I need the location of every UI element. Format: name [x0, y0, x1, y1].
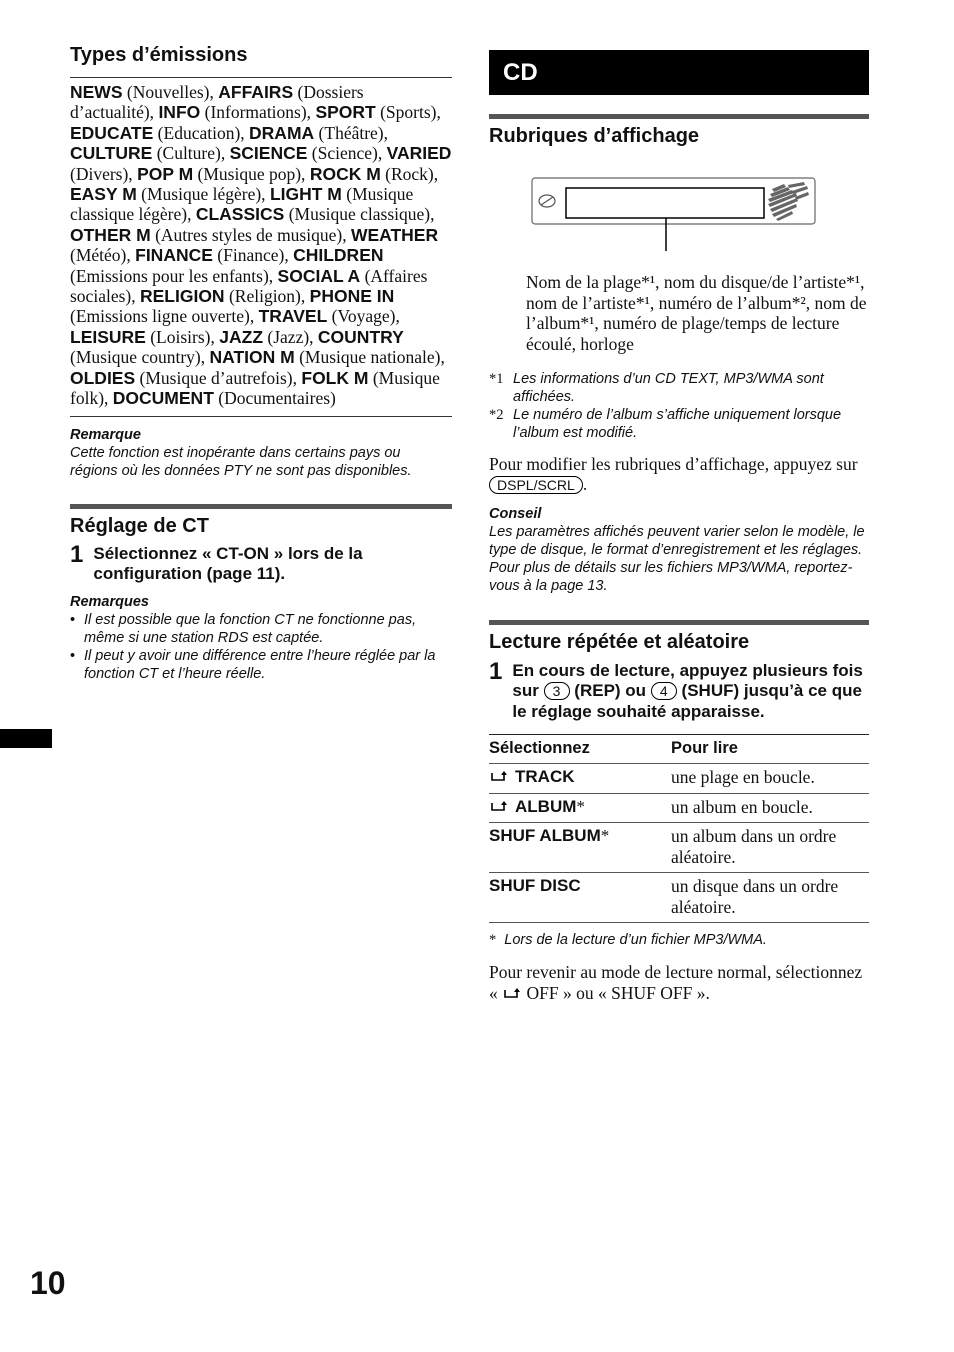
type-code: ROCK M	[309, 163, 381, 184]
section-divider	[70, 504, 452, 509]
type-desc: (Finance),	[212, 245, 294, 266]
mode-label: ALBUM	[515, 796, 577, 816]
asterisk: *	[576, 796, 585, 816]
col-header-play: Pour lire	[671, 735, 869, 764]
return-text: Pour revenir au mode de lecture normal, sélectionnez «	[489, 962, 863, 1003]
type-desc: (Théâtre),	[314, 122, 389, 143]
asterisk: *	[600, 826, 610, 846]
step-text-part: (SHUF) jusqu’à ce que le réglage souhaité apparaisse.	[512, 681, 862, 721]
type-desc: (Religion),	[224, 286, 310, 307]
section-divider	[489, 620, 869, 625]
table-footnote	[489, 931, 869, 949]
type-desc: (Jazz),	[263, 326, 318, 347]
type-code: LIGHT M	[269, 184, 342, 205]
table-row	[489, 793, 869, 823]
table-row	[489, 764, 869, 794]
repeat-icon	[489, 797, 515, 816]
footnote-text: Les informations d’un CD TEXT, MP3/WMA sont affichées.	[513, 371, 824, 405]
type-code: INFO	[158, 102, 201, 123]
type-code: COUNTRY	[317, 326, 404, 347]
type-desc: (Sports),	[375, 102, 441, 123]
type-code: POP M	[137, 163, 194, 184]
type-desc: (Documentaires)	[213, 388, 336, 409]
mode-label: SHUF ALBUM	[489, 826, 601, 846]
step-text-part: En cours de lecture, appuyez plusieurs fois sur	[512, 660, 863, 701]
footnote	[489, 370, 869, 406]
type-code: WEATHER	[350, 224, 439, 245]
modify-text: Pour modifier les rubriques d’affichage, appuyez sur	[489, 454, 858, 474]
type-desc: (Loisirs),	[145, 326, 220, 347]
ct-heading: Réglage de CT	[70, 514, 209, 537]
col-header-select: Sélectionnez	[489, 735, 671, 764]
return-text-end: OFF » ou « SHUF OFF ».	[526, 982, 710, 1003]
table-cell-desc: une plage en boucle.	[671, 764, 869, 794]
type-desc: (Affaires sociales),	[70, 265, 428, 307]
footnote-mark: *1	[489, 371, 504, 387]
remark-text: Cette fonction est inopérante dans certains pays ou régions où les données PTY ne sont pas disponibles.	[70, 444, 412, 479]
type-desc: (Musique pop),	[193, 163, 310, 184]
type-desc: (Nouvelles),	[122, 82, 219, 102]
ct-remarks	[70, 593, 452, 683]
type-desc: (Education),	[153, 122, 250, 143]
type-desc: (Divers),	[70, 163, 138, 184]
type-code: FOLK M	[301, 367, 369, 388]
type-desc: (Emissions pour les enfants),	[70, 265, 278, 286]
table-row	[489, 873, 869, 923]
type-code: SOCIAL A	[277, 265, 361, 286]
type-desc: (Musique d’autrefois),	[135, 367, 302, 388]
type-code: SPORT	[315, 102, 376, 123]
type-desc: (Musique légère),	[136, 184, 270, 205]
types-heading: Types d’émissions	[70, 44, 248, 66]
table-cell-select	[489, 793, 671, 823]
key-4: 4	[651, 682, 677, 700]
type-code: CULTURE	[70, 143, 153, 164]
type-desc: (Autres styles de musique),	[150, 224, 351, 245]
display-footnotes	[489, 370, 869, 442]
display-illustration	[489, 177, 869, 269]
type-desc: (Rock),	[380, 163, 439, 184]
table-cell-select	[489, 764, 671, 794]
list-item: • Il est possible que la fonction CT ne fonctionne pas, même si une station RDS est captée.	[70, 611, 452, 647]
table-cell-select	[489, 823, 671, 873]
type-desc: (Science),	[307, 143, 387, 164]
type-code: JAZZ	[219, 326, 264, 347]
repeat-icon	[502, 987, 522, 1001]
type-code: LEISURE	[70, 326, 146, 347]
type-desc: (Musique nationale),	[294, 347, 445, 368]
type-code: OLDIES	[70, 367, 136, 388]
type-desc: (Dossiers d’actualité),	[70, 82, 364, 123]
repeat-icon	[489, 767, 515, 786]
table-row	[489, 823, 869, 873]
type-code: NEWS	[70, 82, 123, 102]
divider	[70, 77, 452, 78]
footnote-mark: *2	[489, 407, 504, 423]
return-paragraph	[489, 962, 869, 1003]
remark-block	[70, 426, 452, 480]
remark-title: Remarque	[70, 426, 141, 443]
type-code: TRAVEL	[258, 306, 328, 327]
list-item: • Il peut y avoir une différence entre l’heure réglée par la fonction CT et l’heure réelle.	[70, 647, 452, 683]
type-desc: (Musique country),	[70, 347, 210, 368]
tip-text: Les paramètres affichés peuvent varier selon le modèle, le type de disque, le format d’enregistrement et les réglages. Pour plus de détails sur les fichiers MP3/WMA, reportez-vous à la page 13.	[489, 523, 865, 594]
step-text-part: (REP) ou	[574, 681, 647, 701]
right-column	[489, 50, 869, 1003]
modify-text-end: .	[582, 474, 588, 495]
repeat-step	[489, 657, 869, 723]
modes-table	[489, 734, 869, 923]
type-code: EASY M	[70, 184, 137, 205]
type-code: CLASSICS	[195, 204, 285, 225]
display-caption: Nom de la plage*¹, nom du disque/de l’artiste*¹, nom de l’artiste*¹, numéro de l’album*², nom de l’album*¹, numéro de plage/temps de lecture écoulé, horloge	[526, 272, 867, 354]
key-3: 3	[544, 682, 570, 700]
footnote-mark: *	[489, 932, 497, 949]
repeat-heading: Lecture répétée et aléatoire	[489, 630, 750, 653]
table-header-row	[489, 735, 869, 764]
type-code: CHILDREN	[293, 245, 384, 266]
modes-table-body	[489, 764, 869, 923]
type-code: RELIGION	[139, 286, 225, 307]
divider	[70, 416, 452, 417]
step-text: Sélectionnez « CT-ON » lors de la configuration (page 11).	[93, 543, 363, 583]
type-code: PHONE IN	[309, 286, 395, 307]
type-code: AFFAIRS	[218, 82, 294, 102]
type-code: DRAMA	[249, 122, 315, 143]
footnote-text: Le numéro de l’album s’affiche uniquement lorsque l’album est modifié.	[513, 407, 842, 441]
step-number: 1	[70, 540, 84, 568]
left-column	[70, 44, 452, 683]
type-desc: (Informations),	[200, 102, 316, 123]
ct-remarks-list	[70, 611, 452, 683]
table-cell-select	[489, 873, 671, 923]
type-code: SCIENCE	[229, 143, 308, 164]
modify-paragraph	[489, 454, 869, 495]
table-cell-desc: un album dans un ordre aléatoire.	[671, 823, 869, 873]
mode-label: SHUF DISC	[489, 876, 581, 896]
type-code: OTHER M	[70, 224, 151, 245]
section-divider	[489, 114, 869, 119]
step-number: 1	[489, 657, 503, 685]
type-desc: (Voyage),	[327, 306, 400, 327]
display-heading: Rubriques d’affichage	[489, 125, 700, 147]
type-desc: (Musique classique légère),	[70, 184, 414, 225]
type-desc: (Musique folk),	[70, 367, 440, 409]
footnote	[489, 406, 869, 442]
table-cell-desc: un disque dans un ordre aléatoire.	[671, 873, 869, 923]
step-text	[512, 661, 869, 723]
types-list	[70, 82, 452, 409]
dspl-scrl-key: DSPL/SCRL	[489, 476, 583, 494]
tip-block	[489, 505, 869, 595]
type-code: FINANCE	[135, 245, 213, 266]
type-desc: (Musique classique),	[284, 204, 435, 225]
section-title-cd: CD	[489, 50, 869, 95]
type-desc: (Culture),	[152, 143, 230, 164]
type-code: NATION M	[209, 347, 295, 368]
display-panel-graphic	[489, 177, 869, 269]
type-code: VARIED	[386, 143, 452, 164]
ct-remarks-title: Remarques	[70, 593, 149, 610]
tip-title: Conseil	[489, 505, 542, 522]
footnote-text: Lors de la lecture d’un fichier MP3/WMA.	[504, 932, 767, 949]
type-code: EDUCATE	[70, 122, 154, 143]
type-desc: (Météo),	[70, 245, 136, 266]
ct-step	[70, 540, 452, 585]
mode-label: TRACK	[515, 767, 575, 787]
side-tab-marker	[0, 729, 52, 748]
page-number: 10	[30, 1265, 66, 1301]
type-code: DOCUMENT	[112, 388, 214, 409]
type-desc: (Emissions ligne ouverte),	[70, 306, 259, 327]
table-cell-desc: un album en boucle.	[671, 793, 869, 823]
